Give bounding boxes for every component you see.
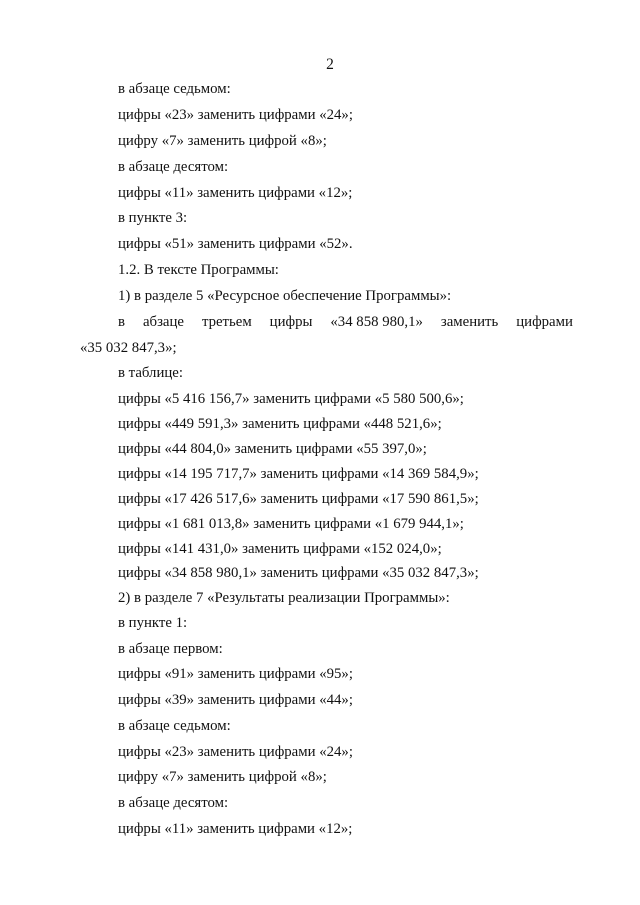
page-number: 2 xyxy=(326,56,334,73)
text-line: цифры «39» заменить цифрами «44»; xyxy=(118,692,353,708)
justified-paragraph-line xyxy=(118,313,573,331)
text-line: цифры «1 681 013,8» заменить цифрами «1 679 944,1»; xyxy=(118,516,464,532)
text-line: цифру «7» заменить цифрой «8»; xyxy=(118,133,327,149)
text-line: цифры «5 416 156,7» заменить цифрами «5 580 500,6»; xyxy=(118,391,464,407)
word: «34 858 980,1» xyxy=(330,314,423,330)
text-line: цифры «449 591,3» заменить цифрами «448 521,6»; xyxy=(118,416,442,432)
text-line: в абзаце десятом: xyxy=(118,795,229,811)
text-line: цифры «11» заменить цифрами «12»; xyxy=(118,821,353,837)
text-line: в абзаце десятом: xyxy=(118,159,229,175)
text-line: в абзаце седьмом: xyxy=(118,718,231,734)
text-line: цифры «23» заменить цифрами «24»; xyxy=(118,107,353,123)
text-line: цифры «51» заменить цифрами «52». xyxy=(118,236,353,252)
word: в xyxy=(118,314,125,330)
text-line: цифру «7» заменить цифрой «8»; xyxy=(118,769,327,785)
text-line: цифры «91» заменить цифрами «95»; xyxy=(118,666,353,682)
text-line: цифры «11» заменить цифрами «12»; xyxy=(118,185,353,201)
word: цифры xyxy=(269,314,313,330)
text-line: 1) в разделе 5 «Ресурсное обеспечение Программы»: xyxy=(118,288,452,304)
text-line: в абзаце седьмом: xyxy=(118,81,231,97)
text-line: цифры «44 804,0» заменить цифрами «55 397,0»; xyxy=(118,441,427,457)
text-line: цифры «34 858 980,1» заменить цифрами «35 032 847,3»; xyxy=(118,565,479,581)
text-line: 2) в разделе 7 «Результаты реализации Программы»: xyxy=(118,590,450,606)
text-line: цифры «17 426 517,6» заменить цифрами «17 590 861,5»; xyxy=(118,491,479,507)
text-line: в пункте 3: xyxy=(118,210,188,226)
text-line: 1.2. В тексте Программы: xyxy=(118,262,279,278)
text-line: цифры «23» заменить цифрами «24»; xyxy=(118,744,353,760)
paragraph-continuation: «35 032 847,3»; xyxy=(80,340,177,356)
text-line: цифры «141 431,0» заменить цифрами «152 024,0»; xyxy=(118,541,442,557)
word: цифрами xyxy=(516,314,573,330)
word: третьем xyxy=(201,314,252,330)
word: абзаце xyxy=(142,314,184,330)
text-line: в абзаце первом: xyxy=(118,641,223,657)
word: заменить xyxy=(440,314,499,330)
text-line: в таблице: xyxy=(118,365,183,381)
text-line: в пункте 1: xyxy=(118,615,188,631)
text-line: цифры «14 195 717,7» заменить цифрами «14 369 584,9»; xyxy=(118,466,479,482)
